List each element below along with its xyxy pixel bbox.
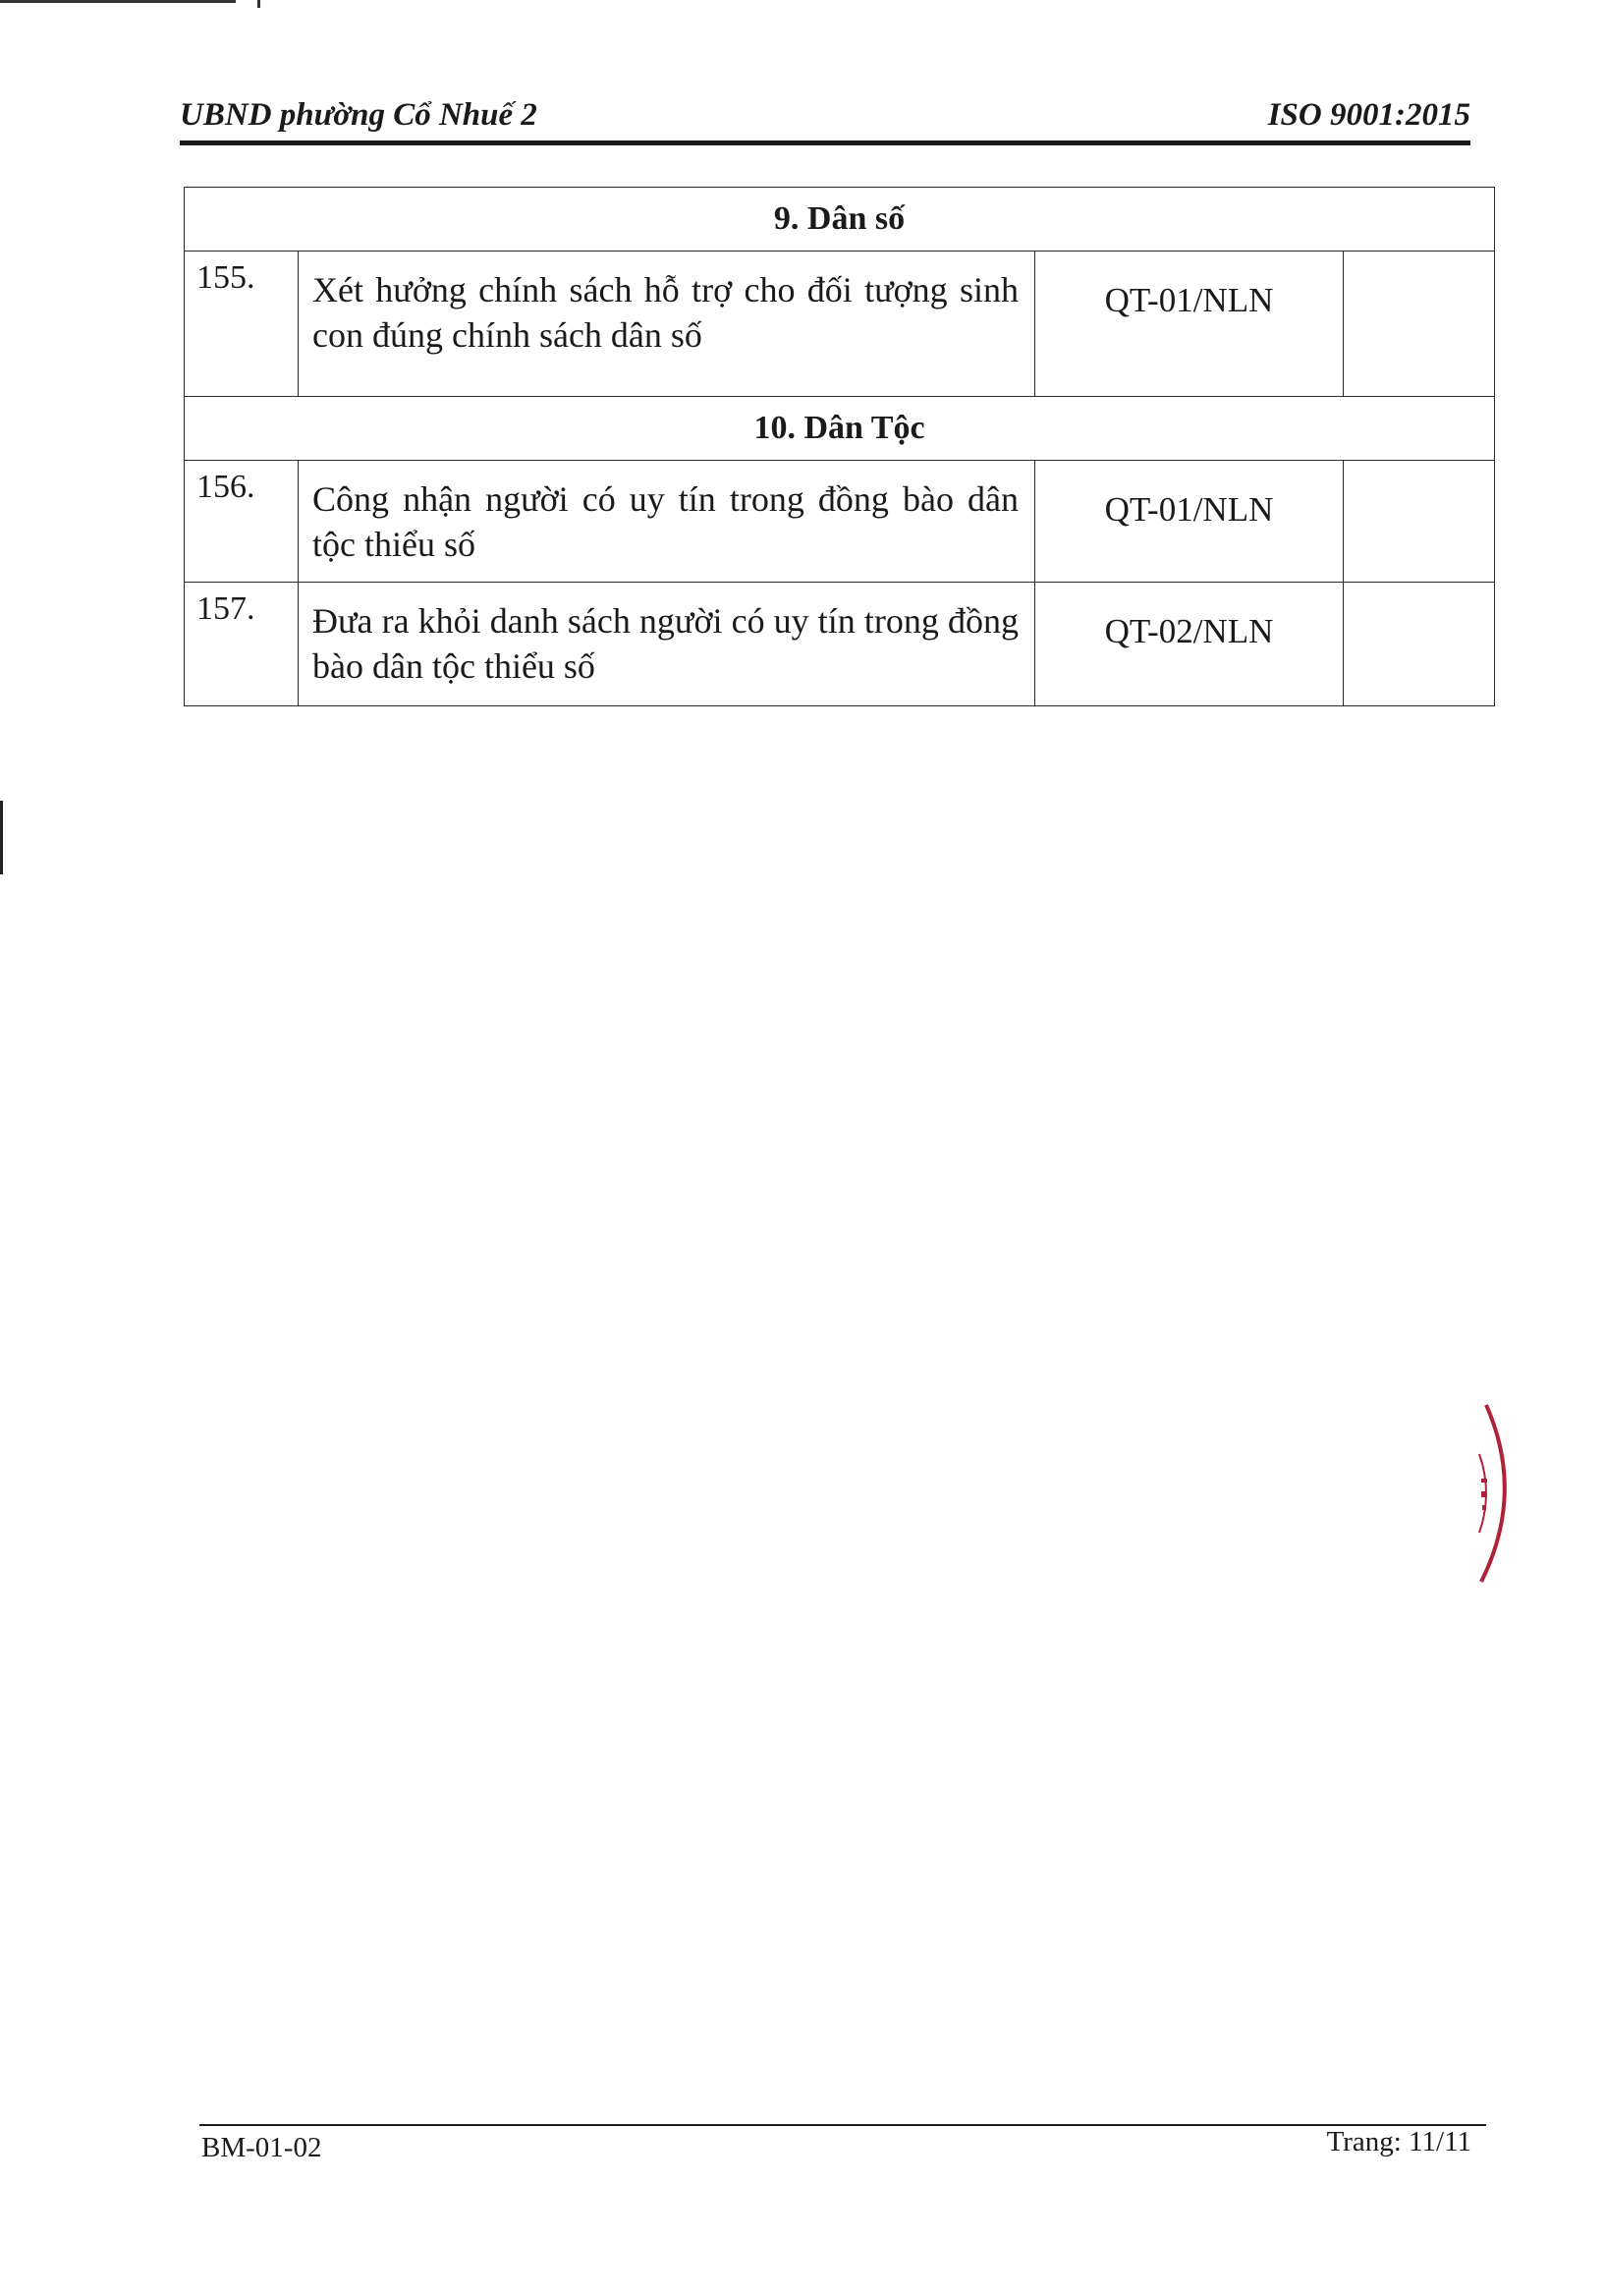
scan-edge-mark	[0, 0, 236, 3]
section-title: 10. Dân Tộc	[185, 397, 1495, 461]
red-seal-fragment	[1462, 1395, 1530, 1592]
page-header	[180, 93, 1470, 146]
section-row	[185, 188, 1495, 252]
procedure-name: Xét hưởng chính sách hỗ trợ cho đối tượng sinh con đúng chính sách dân số	[299, 252, 1035, 397]
seal-mark	[1481, 1479, 1487, 1483]
header-rule	[180, 140, 1470, 145]
table-row	[185, 461, 1495, 583]
row-number: 157.	[185, 583, 299, 706]
procedure-code: QT-01/NLN	[1035, 252, 1344, 397]
form-code: BM-01-02	[201, 2132, 322, 2163]
iso-standard: ISO 9001:2015	[1267, 97, 1470, 133]
procedure-name: Đưa ra khỏi danh sách người có uy tín trong đồng bào dân tộc thiểu số	[299, 583, 1035, 706]
procedure-table	[184, 187, 1495, 706]
section-title: 9. Dân số	[185, 188, 1495, 252]
row-number: 155.	[185, 252, 299, 397]
blank-cell	[1344, 583, 1495, 706]
procedure-name: Công nhận người có uy tín trong đồng bào dân tộc thiểu số	[299, 461, 1035, 583]
procedure-code: QT-02/NLN	[1035, 583, 1344, 706]
table-row	[185, 583, 1495, 706]
organization-name: UBND phường Cổ Nhuế 2	[180, 97, 537, 133]
procedure-code: QT-01/NLN	[1035, 461, 1344, 583]
section-row	[185, 397, 1495, 461]
scan-edge-mark	[257, 0, 260, 8]
blank-cell	[1344, 252, 1495, 397]
footer-rule	[199, 2124, 1486, 2126]
scan-margin-mark	[0, 801, 3, 874]
seal-mark	[1481, 1491, 1486, 1497]
blank-cell	[1344, 461, 1495, 583]
page-number: Trang: 11/11	[1326, 2126, 1471, 2157]
row-number: 156.	[185, 461, 299, 583]
seal-mark	[1482, 1505, 1486, 1510]
table-row	[185, 252, 1495, 397]
